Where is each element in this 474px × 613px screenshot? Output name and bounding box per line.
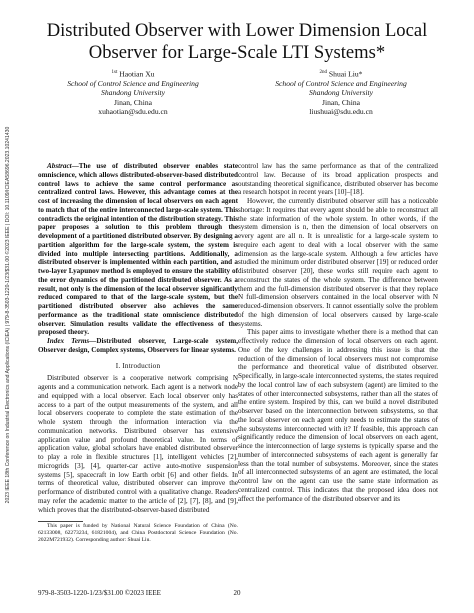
- doi-sidebar-text: 2023 IEEE 18th Conference on Industrial Electronics and Applications (ICIEA) | 979-8-3503-1220-1/23/$31.00 ©2023 IEEE | DOI: 10.1109/ICIEA58696.2023.10241430: [5, 126, 11, 504]
- author-university: Shandong University: [101, 88, 165, 98]
- intro-paragraph-4: This paper aims to investigate whether there is a method that can effectively reduce the dimension of local observers on each agent. One of the key challenges in addressing this issue is that the reduction of the dimension of local observers must not compromise the performance and theoretical value of distributed observer. Specifically, in large-scale interconnected systems, the states required by the local control law of each subsystem (agent) are limited to the states of other interconnected subsystems, rather than all the states of the entire system. Inspired by this, can we build a novel distributed observer based on the interconnection between subsystems, so that the local observer on each agent only needs to estimate the states of the subsystems interconnected with it? If feasible, this approach can significantly reduce the dimension of local observers on each agent, since the interconnection of large systems is typically sparse and the number of interconnected subsystems of each agent is generally far less than the total number of subsystems. Moreover, since the states of all interconnected subsystems of an agent are estimated, the local control law on the agent can use the same state information as centralized control. This indicates that the proposed idea does not affect the performance of the distributed observer and its: [238, 328, 438, 503]
- section-heading: I. Introduction: [115, 361, 161, 370]
- title-line-2: Observer for Large-Scale LTI Systems*: [88, 42, 386, 63]
- author-email: xuhaotian@sdu.edu.cn: [98, 107, 168, 117]
- intro-paragraph-1: Distributed observer is a cooperative network comprising N agents and a communication network. Each agent is a network node and equipped with a local observer. Each local observer only has access to a part of the output measurements of the system, and all local observers cooperate to complete the state estimation of the whole system through the information interaction via the communication networks. Distributed observer has extensive application value and profound theoretical value. In terms of application value, global scholars have enabled distributed observer to play a role in flexible structures [1], intelligent vehicles [2], microgrids [3], [4], quarter-car active auto-motive suspension systems [5], spacecraft in low Earth orbit [6] and other fields. In terms of theoretical value, distributed observer can improve the performance of distributed control with a qualitative change. Readers may refer the academic matter to the article of [2], [7], [8], and [9], which proves that the distributed-observer-based distributed: [38, 374, 238, 514]
- author-city: Jinan, China: [322, 97, 360, 107]
- author-email: liushuai@sdu.edu.cn: [309, 107, 373, 117]
- right-column: [238, 162, 438, 503]
- author-block-2: [256, 68, 426, 117]
- doi-sidebar: [2, 75, 14, 555]
- funding-footnote: This paper is funded by National Natural Science Foundation of China (No. 62133008, 62273234, 61821004), and China Postdoctoral Science Foundation (No. 2022M721932). Corresponding author: Shuai Liu.: [38, 523, 238, 543]
- author-name: $^{1st}$ Haotian Xu: [111, 69, 155, 79]
- page-number: 20: [233, 589, 241, 597]
- left-column: [38, 162, 238, 514]
- author-city: Jinan, China: [114, 97, 152, 107]
- author-block-1: [48, 68, 218, 117]
- author-department: School of Control Science and Engineering: [67, 78, 199, 88]
- title-line-1: Distributed Observer with Lower Dimension Local: [46, 20, 428, 41]
- intro-paragraph-3: However, the currently distributed observer still has a noticeable shortage: It requires that every agent should be able to reconstruct all the state information of the whole system. In other words, if the system dimension is n, then the dimension of local observers on every agent are all n. It is unrealistic for a large-scale system to require each agent to deal with a local observer with the same dimension as the large-scale system. Although a few articles have studied the minimum order distributed observer [19] or reduced order distributed observer [20], these works still require each agent to reconstruct the states of the whole system. The difference between them and the full-dimension distributed observer is that they replace N full-dimension observers contained in the local observer with N reduced-dimension observers. It cannot essentially solve the problem of the high dimension of local observers caused by large-scale systems.: [238, 197, 438, 328]
- paper-title: [30, 20, 444, 64]
- copyright-footer: 979-8-3503-1220-1/23/$31.00 ©2023 IEEE: [38, 589, 161, 597]
- abstract: Abstract—The use of distributed observer enables state omniscience, which allows distributed-observer-based distributed control laws to achieve the same control performance as centralized control laws. However, this advantage comes at the cost of increasing the dimension of local observers on each agent to match that of the entire interconnected large-scale system. This contradicts the original intention of the distribution strategy. This paper proposes a solution to this problem through the development of a partitioned distributed observer. By designing a partition algorithm for the large-scale system, the system is divided into multiple intersecting partitions. Additionally, a distributed observer is implemented within each partition, and a two-layer Lyapunov method is employed to ensure the stability of the error dynamics of the partitioned distributed observer. As a result, not only is the dimension of the local observer significantly reduced compared to that of the large-scale system, but the partitioned distributed observer also achieves the same performance as the traditional state omniscience distributed observer. Simulation results validate the effectiveness of the proposed theory.: [38, 162, 239, 337]
- author-name: $^{2nd}$ Shuai Liu*: [319, 69, 363, 79]
- author-university: Shandong University: [309, 88, 373, 98]
- index-terms: Index Terms—Distributed observer, Large-scale system, Observer design, Complex systems, Observers for linear systems.: [38, 337, 238, 354]
- author-department: School of Control Science and Engineering: [275, 78, 407, 88]
- footnote-rule: [38, 521, 83, 522]
- intro-paragraph-2: control law has the same performance as that of the centralized control law. Because of its broad application prospects and outstanding theoretical significance, distributed observer has become a research hotspot in recent years [10]–[18].: [238, 162, 438, 197]
